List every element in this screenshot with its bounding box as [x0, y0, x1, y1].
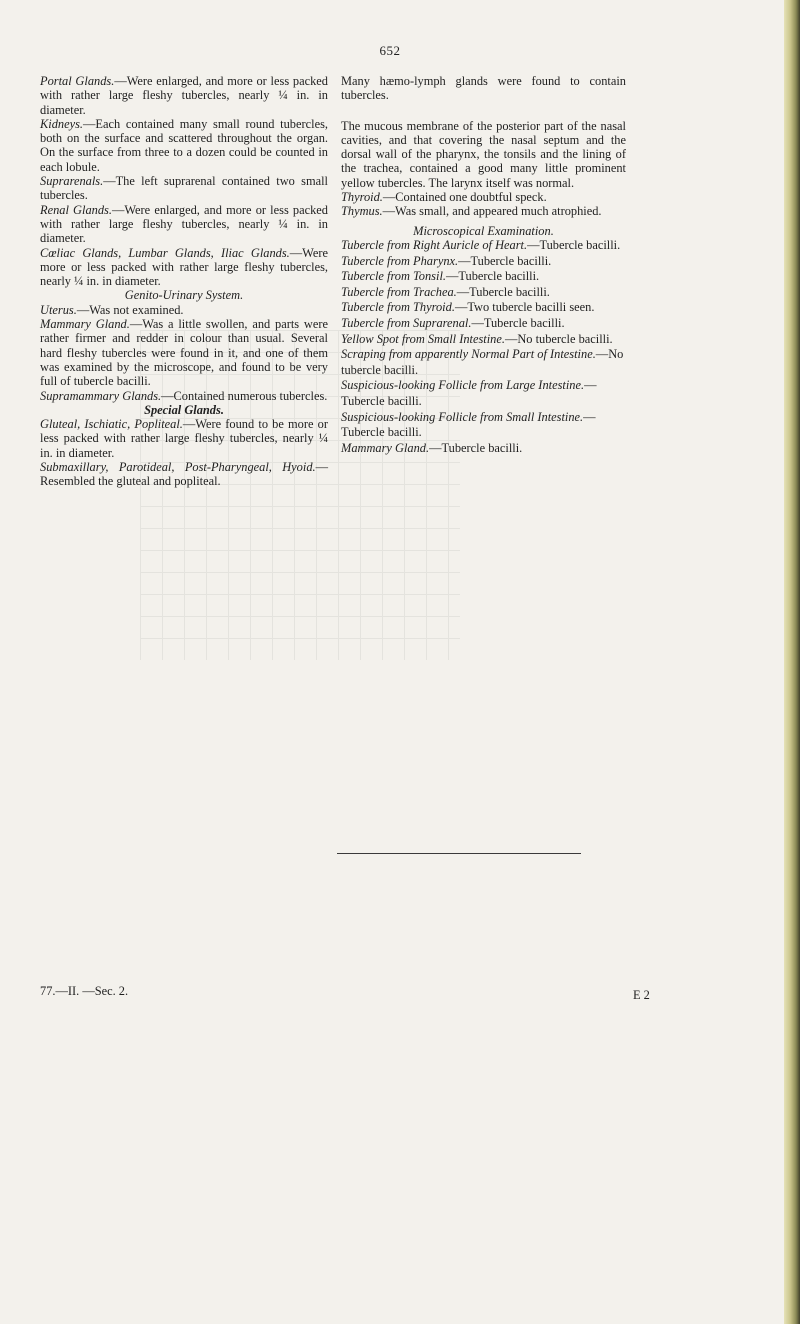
microscopy-result	[341, 378, 626, 409]
entry-text: —Each contained many small round tubercles, both on the surface and scattered throughout the organ. On the surface from three to a dozen could be counted in each lobule.	[40, 116, 328, 174]
microscopy-result	[341, 300, 626, 316]
entry-text: —Was small, and appeared much atrophied.	[382, 204, 602, 219]
entry-text: —Two tubercle bacilli seen.	[454, 300, 595, 315]
spacer	[341, 103, 626, 119]
paragraph-portal-glands	[40, 74, 328, 117]
entry-text: —Tubercle bacilli.	[446, 269, 540, 284]
page-edge	[784, 0, 800, 1324]
entry-text: —No tubercle bacilli.	[341, 347, 624, 377]
entry-text: —Was a little swollen, and parts were rather firmer and redder in colour than usual. Several hard fleshy tubercles were found in it, and one of them was examined by the microscope, and found to be very full of tubercle bacilli.	[40, 317, 329, 389]
entry-text: —Tubercle bacilli.	[429, 440, 523, 455]
entry-text: —Tubercle bacilli.	[456, 284, 550, 299]
entry-term: Scraping from apparently Normal Part of Intestine.	[341, 347, 596, 362]
paragraph-suprarenals	[40, 174, 328, 203]
microscopy-result	[341, 441, 626, 457]
entry-text: —Were found to be more or less packed with rather large fleshy tubercles, nearly ¼ in. in diameter.	[40, 417, 329, 460]
entry-term: Suspicious-looking Follicle from Large Intestine.	[341, 378, 585, 393]
paragraph-renal-glands	[40, 203, 328, 246]
entry-text: —Tubercle bacilli.	[527, 237, 621, 252]
entry-text: —No tubercle bacilli.	[504, 331, 613, 346]
microscopy-result	[341, 410, 626, 441]
microscopy-result	[341, 332, 626, 348]
entry-term: Mammary Gland.	[341, 440, 430, 455]
entry-text: —Were more or less packed with rather large fleshy tubercles, nearly ¼ in. in diameter.	[40, 245, 328, 289]
paragraph-mucous-membrane: The mucous membrane of the posterior part of the nasal cavities, and that covering the nasal septum and the dorsal wall of the pharynx, the tonsils and the lining of the trachea, contained a good many little prominent yellow tubercles. The larynx itself was normal.	[341, 118, 626, 190]
entry-text: —Tubercle bacilli.	[458, 253, 552, 268]
paragraph-supramammary-glands	[40, 389, 328, 403]
paragraph-kidneys	[40, 117, 328, 174]
entry-text: —Was not examined.	[76, 302, 184, 317]
entry-term: Gluteal, Ischiatic, Popliteal.	[40, 417, 183, 432]
entry-term: Kidneys.	[40, 116, 84, 131]
entry-term: Uterus.	[40, 302, 77, 317]
entry-text: —Contained one doubtful speck.	[382, 190, 547, 205]
entry-text: —Contained numerous tubercles.	[161, 388, 328, 403]
entry-term: Renal Glands.	[40, 202, 112, 217]
entry-text: —The left suprarenal contained two small tubercles.	[40, 174, 328, 203]
signature-mark: 77.—II. —Sec. 2.	[40, 984, 129, 998]
microscopy-result	[341, 316, 626, 332]
heading-genito-urinary: Genito-Urinary System.	[124, 288, 244, 303]
entry-text: —Were enlarged, and more or less packed with rather large fleshy tubercles, nearly ¼ in. in diameter.	[40, 74, 328, 117]
heading-microscopical: Microscopical Examination.	[413, 223, 554, 238]
entry-text: —Were enlarged, and more or less packed with rather large fleshy tubercles, nearly ¼ in. in diameter.	[40, 202, 329, 246]
entry-term: Portal Glands.	[40, 74, 115, 88]
entry-term: Mammary Gland.	[40, 317, 130, 332]
paragraph-gluteal	[40, 417, 328, 460]
paragraph-thymus	[341, 204, 626, 218]
microscopy-result	[341, 285, 626, 301]
entry-term: Tubercle from Tonsil.	[341, 269, 446, 284]
paragraph-thyroid	[341, 190, 626, 204]
section-divider	[337, 853, 581, 854]
entry-term: Thyroid.	[341, 190, 383, 205]
entry-text: —Resembled the gluteal and popliteal.	[40, 460, 328, 489]
entry-text: —Tubercle bacilli.	[341, 378, 597, 408]
entry-term: Tubercle from Pharynx.	[341, 253, 459, 268]
microscopy-result	[341, 238, 626, 254]
entry-term: Supramammary Glands.	[40, 388, 162, 403]
entry-term: Tubercle from Trachea.	[341, 284, 457, 299]
entry-term: Suprarenals.	[40, 174, 104, 189]
microscopical-list	[341, 238, 626, 456]
microscopy-result	[341, 269, 626, 285]
paragraph-uterus	[40, 303, 328, 317]
entry-term: Cœliac Glands, Lumbar Glands, Iliac Glands.	[40, 245, 290, 260]
microscopy-result	[341, 254, 626, 270]
right-column	[341, 74, 626, 456]
paragraph-submaxillary	[40, 460, 328, 489]
entry-term: Thymus.	[341, 204, 383, 219]
heading-special-glands: Special Glands.	[144, 402, 224, 417]
entry-text: —Tubercle bacilli.	[341, 409, 596, 440]
page-number: 652	[379, 43, 401, 58]
paragraph-coeliac-glands	[40, 246, 328, 289]
entry-term: Tubercle from Thyroid.	[341, 300, 455, 315]
entry-term: Tubercle from Suprarenal.	[341, 315, 472, 330]
entry-term: Tubercle from Right Auricle of Heart.	[341, 237, 528, 252]
paragraph-mammary-gland	[40, 317, 328, 388]
entry-term: Yellow Spot from Small Intestine.	[341, 331, 505, 346]
left-column	[40, 74, 328, 489]
entry-term: Submaxillary, Parotideal, Post-Pharyngeal, Hyoid.	[40, 460, 316, 475]
entry-term: Suspicious-looking Follicle from Small Intestine.	[341, 409, 584, 424]
paragraph-haemo-lymph: Many hæmo-lymph glands were found to contain tubercles.	[341, 74, 626, 103]
microscopy-result	[341, 347, 626, 378]
entry-text: —Tubercle bacilli.	[471, 315, 565, 330]
signature-letter: E 2	[633, 988, 650, 1002]
